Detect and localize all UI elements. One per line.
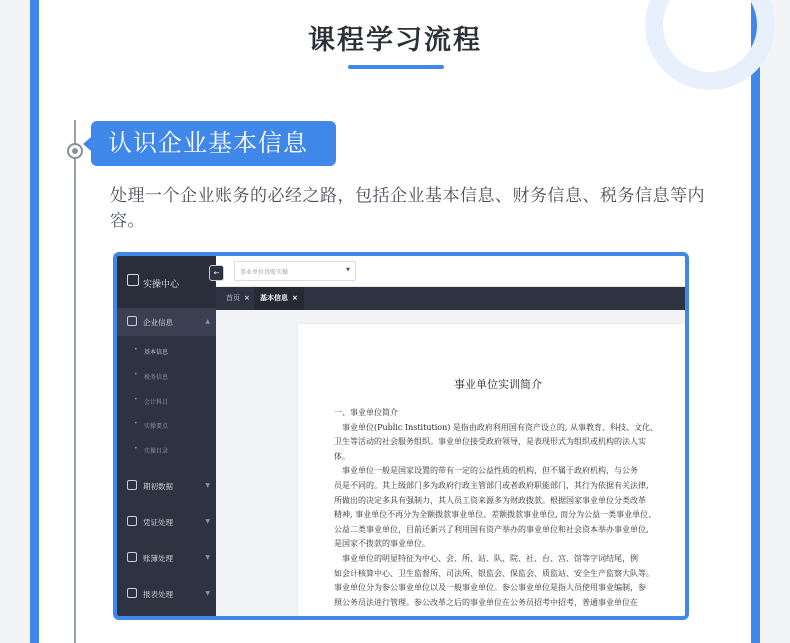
caret-down-icon: ▼ [346,267,350,273]
step-description: 处理一个企业账务的必经之路，包括企业基本信息、财务信息、税务信息等内容。 [110,186,705,231]
screenshot-frame [113,252,689,620]
menu-group-company-info[interactable] [117,308,216,336]
page-margin-right [760,0,790,643]
chevron-down-icon: ▼ [205,590,210,597]
voucher-icon [127,516,137,526]
menu-group-vouchers[interactable] [117,508,216,536]
submenu-tax-info[interactable]: • 税务信息 [117,365,216,387]
collapse-sidebar-button[interactable]: ← [209,265,224,281]
doc-line: 事业单位分为参公事业单位以及一般事业单位。参公事业单位是指人员使用事业编制，参 [334,583,646,593]
app-brand-text: 实操中心 [143,280,180,290]
submenu-catalog[interactable]: • 实操目录 [117,439,216,461]
menu-group-reports[interactable] [117,580,216,608]
submenu-key-points[interactable]: • 实操要点 [117,414,216,436]
chevron-up-icon: ▲ [205,318,210,325]
menu-group-opening-data[interactable] [117,472,216,500]
menu-group-ledgers[interactable] [117,544,216,572]
chevron-down-icon: ▼ [205,554,210,561]
doc-line: 一、事业单位简介 [334,408,398,417]
close-icon[interactable]: × [292,294,298,302]
company-icon [127,316,137,326]
app-tabs [216,287,689,310]
menu-group-label: 期初数据 [143,482,173,491]
left-accent-border [30,0,39,643]
document-body [334,406,689,610]
document-paper [298,324,689,620]
chevron-down-icon: ▼ [205,518,210,525]
menu-group-label: 账簿处理 [143,554,173,563]
doc-line: 卫生等活动的社会服务组织。事业单位接受政府领导，是表现形式为组织或机构的法人实 [334,437,646,447]
chevron-down-icon: ▼ [205,482,210,489]
doc-line: 体。 [334,451,350,461]
doc-line: 公益二类事业单位，目前还新兴了利用国有资产举办的事业单位和社会资本举办事业单位, [334,524,649,534]
menu-group-label: 凭证处理 [143,518,173,527]
tab-label: 基本信息 [260,294,288,302]
tab-basic-info[interactable] [254,287,304,310]
step-tag: 认识企业基本信息 [91,121,336,166]
doc-line: 事业单位一般是国家设置的带有一定的公益性质的机构，但不属于政府机构，与公务 [342,466,638,476]
bar-chart-icon [127,480,137,490]
doc-line: 照公务员法进行管理。参公改革之后的事业单位在公务员招考中招考，普通事业单位在 [334,597,638,607]
doc-line: 精神, 事业单位不再分为全额拨款事业单位、差额拨款事业单位, 而分为公益一类事业单位、 [334,510,657,520]
app-topbar [213,256,689,287]
tab-home[interactable] [220,287,256,310]
doc-line: 员是不同的。其上级部门多为政府行政主管部门或者政府职能部门，其行为依据有关法律, [334,480,649,490]
close-icon[interactable]: × [244,294,250,302]
timeline-node-icon [67,143,83,159]
timeline-line [74,120,76,643]
document-title: 事业单位实训简介 [454,378,542,391]
doc-line: 是国家不拨款的事业单位。 [334,539,430,549]
page-margin-left [0,0,30,643]
chart-icon [127,274,139,286]
app-brand[interactable] [117,256,216,308]
app-content [216,310,689,616]
line-chart-icon [127,588,137,598]
section-title: 课程学习流程 [308,25,482,56]
doc-line: 事业单位的明显特征为中心、会、所、站、队、院、社、台、宫、馆等字词结尾，例 [342,553,638,563]
unit-select[interactable] [234,261,356,281]
doc-line: 所做出的决定多具有强制力，其人员工资来源多为财政拨款。根据国家事业单位分类改革 [334,495,646,505]
doc-line: 如会计核算中心、卫生监督所、司法所、银监会、保监会、质监站、安全生产监察大队等。 [334,568,654,578]
right-accent-border [751,0,760,643]
title-underline [348,65,444,69]
unit-select-value: 事业单位真账实操 [240,269,289,276]
menu-group-label: 报表处理 [143,590,173,599]
submenu-basic-info[interactable]: • 基本信息 [117,340,216,362]
menu-group-label: 企业信息 [143,318,173,327]
ledger-icon [127,552,137,562]
doc-line: 事业单位(Public Institution) 是指由政府利用国有资产设立的, 从事教育、科技、文化、 [342,422,658,432]
tab-label: 首页 [226,294,240,302]
app-sidebar [117,256,216,616]
submenu-accounts[interactable]: • 会计科目 [117,390,216,412]
